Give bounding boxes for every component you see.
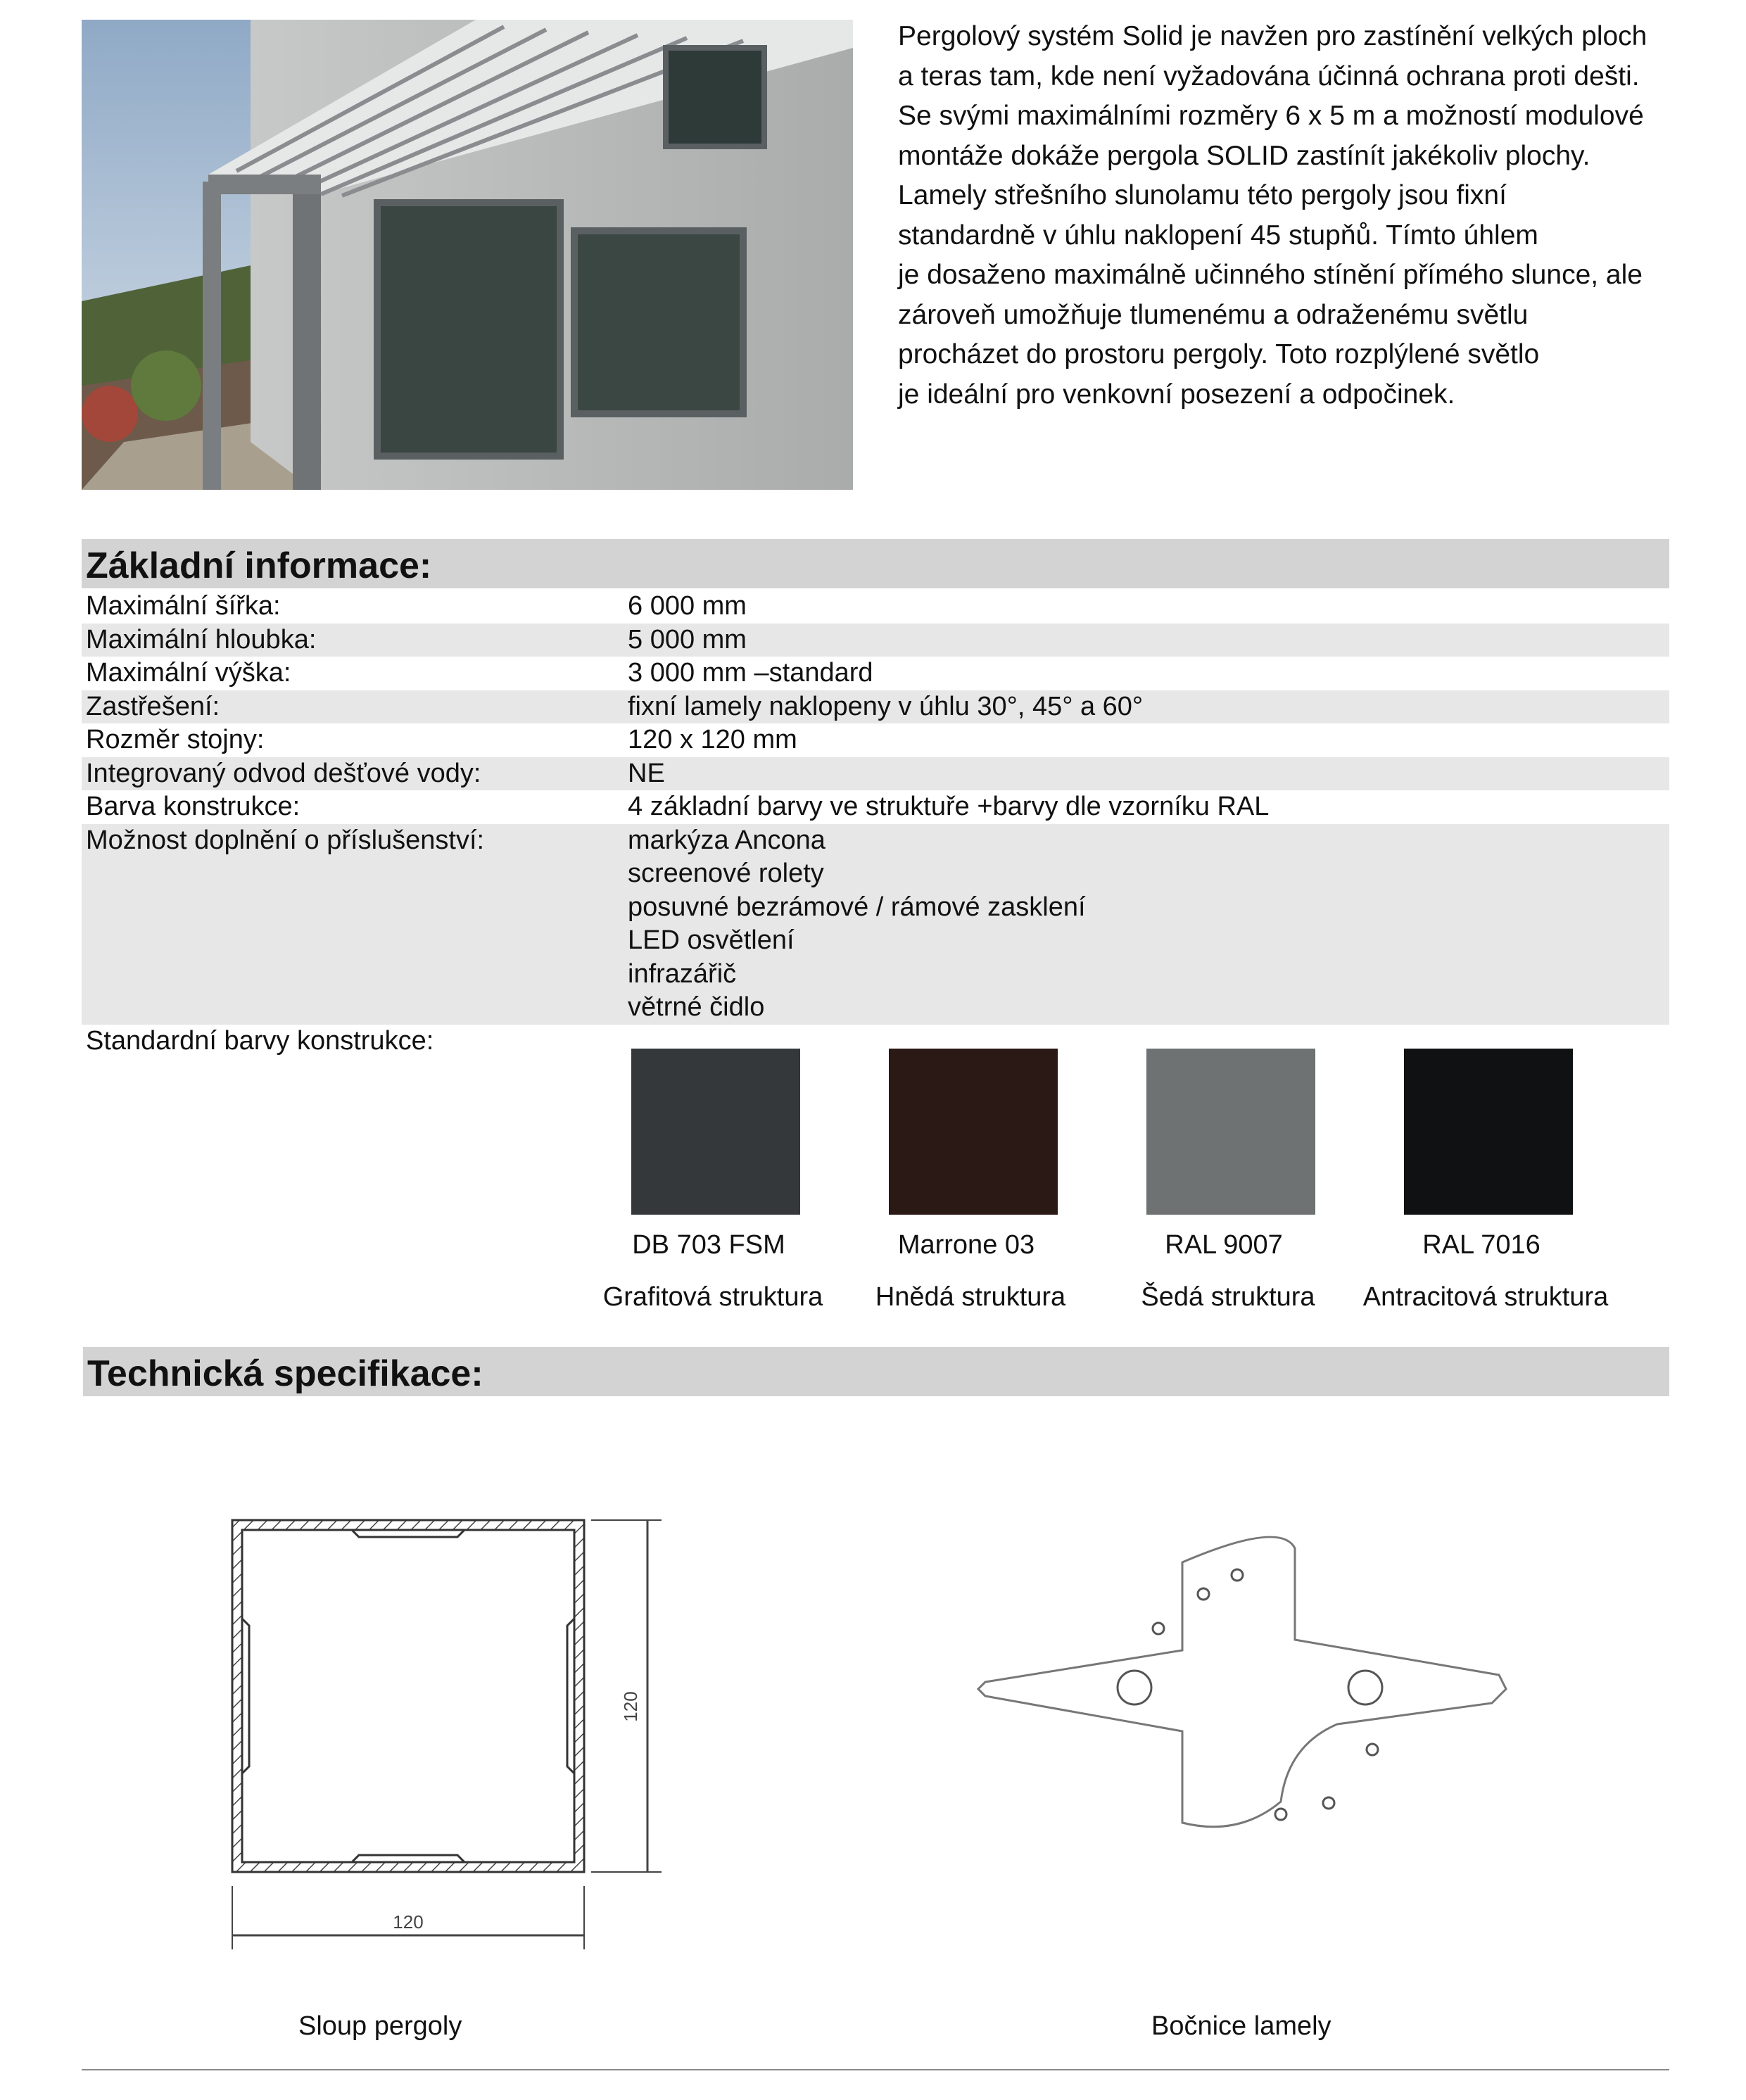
intro-line: Pergolový systém Solid je navžen pro zastínění velkých ploch <box>898 21 1647 51</box>
table-row <box>82 757 1669 791</box>
row-value: 5 000 mm <box>628 624 747 654</box>
swatch-code: RAL 9007 <box>1165 1230 1283 1260</box>
intro-line: Lamely střešního slunolamu této pergoly jsou fixní <box>898 180 1507 210</box>
row-label: Maximální šířka: <box>86 591 281 621</box>
table-row <box>82 657 1669 690</box>
section-header-technical-spec: Technická specifikace: <box>83 1347 1669 1396</box>
info-table <box>82 590 1669 1058</box>
intro-line: je ideální pro venkovní posezení a odpočinek. <box>898 379 1455 410</box>
color-swatch-grey <box>1146 1049 1315 1215</box>
color-swatch-brown <box>889 1049 1058 1215</box>
swatch-name: Hnědá struktura <box>875 1282 1066 1312</box>
table-row <box>82 824 1669 1025</box>
intro-line: montáže dokáže pergola SOLID zastínít jakékoliv plochy. <box>898 140 1590 171</box>
row-label: Zastřešení: <box>86 691 220 721</box>
section-header-basic-info: Základní informace: <box>82 539 1669 588</box>
footer-divider <box>82 2069 1669 2070</box>
table-row <box>82 790 1669 824</box>
swatch-name: Antracitová struktura <box>1362 1282 1609 1312</box>
intro-line: je dosaženo maximálně učinného stínění přímého slunce, ale <box>898 260 1643 290</box>
row-label: Možnost doplnění o příslušenství: <box>86 825 485 855</box>
row-label: Rozměr stojny: <box>86 725 265 754</box>
row-value: 4 základní barvy ve struktuře +barvy dle vzorníku RAL <box>628 792 1270 821</box>
swatch-code: RAL 7016 <box>1422 1230 1541 1260</box>
swatch-name: Grafitová struktura <box>602 1282 823 1312</box>
row-value: 120 x 120 mm <box>628 725 797 754</box>
swatch-code: DB 703 FSM <box>632 1230 785 1260</box>
accessory-item: infrazářič <box>628 959 737 989</box>
pergola-photo <box>82 20 853 490</box>
table-row <box>82 590 1669 624</box>
intro-paragraph <box>898 17 1665 415</box>
swatch-code: Marrone 03 <box>897 1230 1035 1260</box>
table-row <box>82 624 1669 657</box>
lamella-side-drawing <box>971 1520 1534 1858</box>
row-value: fixní lamely naklopeny v úhlu 30°, 45° a 60° <box>628 691 1144 721</box>
accessory-item: větrné čidlo <box>628 992 765 1022</box>
row-value: 6 000 mm <box>628 591 747 621</box>
caption-lamella: Bočnice lamely <box>1151 2011 1331 2041</box>
accessory-item: posuvné bezrámové / rámové zasklení <box>628 892 1086 922</box>
intro-line: standardně v úhlu naklopení 45 stupňů. Tímto úhlem <box>898 220 1538 251</box>
intro-line: zároveň umožňuje tlumenému a odraženému světlu <box>898 299 1529 330</box>
color-swatch-graphite <box>631 1049 800 1215</box>
row-label: Standardní barvy konstrukce: <box>86 1025 434 1056</box>
row-label: Integrovaný odvod dešťové vody: <box>86 758 481 788</box>
accessory-item: LED osvětlení <box>628 925 795 955</box>
table-row <box>82 690 1669 724</box>
color-swatch-anthracite <box>1404 1049 1573 1215</box>
intro-line: procházet do prostoru pergoly. Toto rozplýlené světlo <box>898 339 1540 369</box>
post-width-label: 120 <box>393 1911 424 1933</box>
intro-line: Se svými maximálními rozměry 6 x 5 m a možností modulové <box>898 101 1644 131</box>
row-value: NE <box>628 758 665 788</box>
caption-post: Sloup pergoly <box>298 2011 462 2041</box>
row-label: Barva konstrukce: <box>86 792 301 821</box>
row-label: Maximální hloubka: <box>86 624 317 654</box>
row-value: 3 000 mm –standard <box>628 658 873 688</box>
intro-line: a teras tam, kde není vyžadována účinná ochrana proti dešti. <box>898 61 1640 91</box>
post-height-label: 120 <box>620 1691 641 1722</box>
accessory-item: screenové rolety <box>628 859 824 888</box>
swatch-name: Šedá struktura <box>1141 1282 1315 1312</box>
table-row <box>82 723 1669 757</box>
accessory-item: markýza Ancona <box>628 825 825 855</box>
row-label: Maximální výška: <box>86 658 291 688</box>
post-cross-section-drawing <box>211 1506 746 1956</box>
